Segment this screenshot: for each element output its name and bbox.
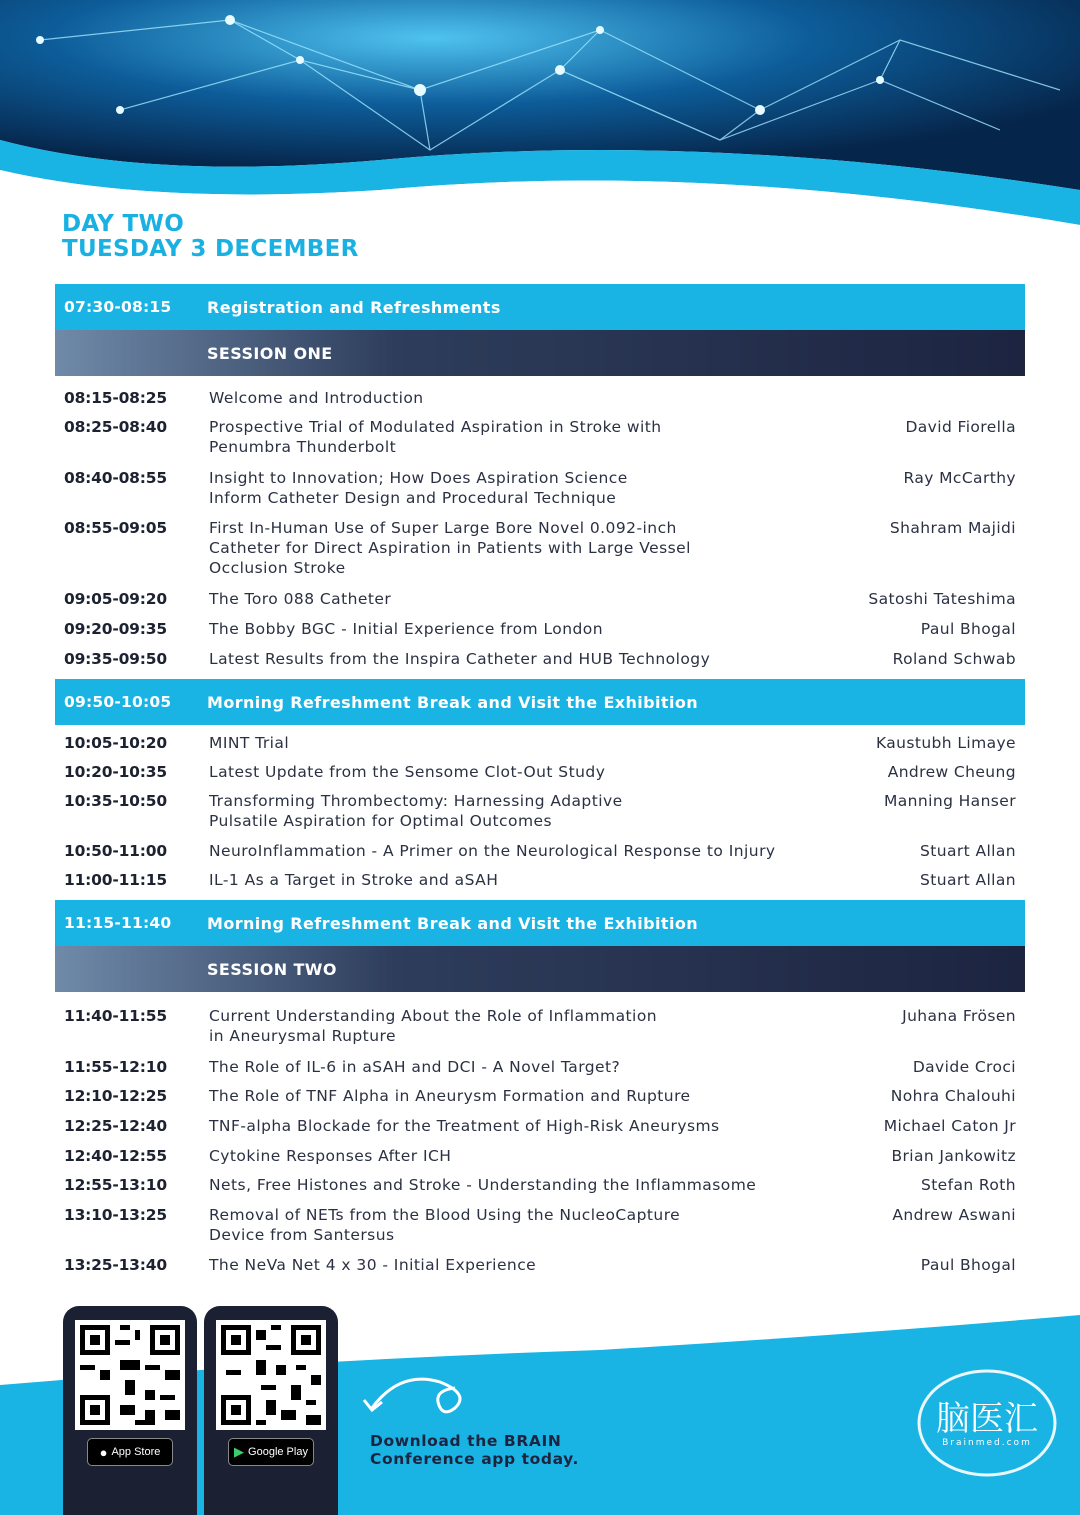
row-time: 11:00-11:15 bbox=[64, 871, 167, 889]
schedule-row bbox=[55, 1255, 1025, 1275]
row-title-line: in Aneurysmal Rupture bbox=[209, 1027, 396, 1045]
row-time: 09:05-09:20 bbox=[64, 590, 167, 608]
row-speaker: Davide Croci bbox=[912, 1058, 1016, 1076]
schedule-row bbox=[55, 468, 1025, 508]
schedule-row bbox=[55, 1146, 1025, 1166]
row-title-line: Nets, Free Histones and Stroke - Understanding the Inflammasome bbox=[209, 1176, 757, 1194]
break-two-time: 11:15-11:40 bbox=[64, 914, 172, 932]
header-banner bbox=[0, 0, 1080, 225]
qr-code-icon bbox=[216, 1320, 326, 1430]
google-play-label: Google Play bbox=[248, 1446, 308, 1458]
schedule-row bbox=[55, 791, 1025, 831]
row-title bbox=[209, 1116, 815, 1136]
google-play-badge[interactable] bbox=[228, 1438, 314, 1466]
schedule-row bbox=[55, 762, 1025, 782]
row-title bbox=[209, 791, 815, 831]
row-title-line: TNF-alpha Blockade for the Treatment of High-Risk Aneurysms bbox=[209, 1117, 720, 1135]
break-one-label: Morning Refreshment Break and Visit the Exhibition bbox=[207, 692, 699, 712]
row-time: 08:55-09:05 bbox=[64, 519, 167, 537]
row-title bbox=[209, 1175, 815, 1195]
cta-line-2: Conference app today. bbox=[370, 1450, 579, 1468]
row-title bbox=[209, 589, 815, 609]
row-title bbox=[209, 388, 815, 408]
row-title bbox=[209, 762, 815, 782]
row-speaker: Nohra Chalouhi bbox=[890, 1087, 1016, 1105]
row-title-line: Catheter for Direct Aspiration in Patients with Large Vessel bbox=[209, 539, 691, 557]
row-time: 11:55-12:10 bbox=[64, 1058, 167, 1076]
row-time: 13:10-13:25 bbox=[64, 1206, 167, 1224]
logo-text: 脑医汇 bbox=[936, 1399, 1038, 1439]
row-speaker: Ray McCarthy bbox=[903, 469, 1016, 487]
row-title-line: Pulsatile Aspiration for Optimal Outcomes bbox=[209, 812, 553, 830]
break-two-bar bbox=[55, 900, 1025, 946]
row-title bbox=[209, 1255, 815, 1275]
row-time: 12:10-12:25 bbox=[64, 1087, 167, 1105]
registration-time: 07:30-08:15 bbox=[64, 298, 172, 316]
row-title-line: The Toro 088 Catheter bbox=[209, 590, 392, 608]
logo-subtext: Brainmed.com bbox=[942, 1438, 1032, 1448]
row-time: 09:20-09:35 bbox=[64, 620, 167, 638]
row-title-line: Penumbra Thunderbolt bbox=[209, 438, 397, 456]
mid-session-items bbox=[55, 725, 1025, 890]
row-title bbox=[209, 733, 815, 753]
row-speaker bbox=[815, 388, 1025, 408]
row-speaker: Andrew Cheung bbox=[887, 763, 1016, 781]
row-title-line: NeuroInflammation - A Primer on the Neurological Response to Injury bbox=[209, 842, 776, 860]
cta-line-1: Download the BRAIN bbox=[370, 1432, 562, 1450]
row-title bbox=[209, 1205, 815, 1245]
row-time: 11:40-11:55 bbox=[64, 1007, 167, 1025]
row-title-line: MINT Trial bbox=[209, 734, 290, 752]
date-label: TUESDAY 3 DECEMBER bbox=[62, 236, 359, 262]
row-time: 12:25-12:40 bbox=[64, 1117, 167, 1135]
row-title bbox=[209, 841, 815, 861]
row-speaker: Andrew Aswani bbox=[892, 1206, 1016, 1224]
row-title-line: The Role of IL-6 in aSAH and DCI - A Novel Target? bbox=[209, 1058, 621, 1076]
row-title-line: Removal of NETs from the Blood Using the NucleoCapture bbox=[209, 1206, 681, 1224]
row-title bbox=[209, 417, 815, 457]
schedule-row bbox=[55, 619, 1025, 639]
row-time: 10:35-10:50 bbox=[64, 792, 167, 810]
row-title bbox=[209, 1006, 815, 1046]
row-time: 10:05-10:20 bbox=[64, 734, 167, 752]
schedule-row bbox=[55, 733, 1025, 753]
row-time: 09:35-09:50 bbox=[64, 650, 167, 668]
qr-code-icon bbox=[75, 1320, 185, 1430]
row-speaker: Juhana Frösen bbox=[902, 1007, 1016, 1025]
row-title-line: Cytokine Responses After ICH bbox=[209, 1147, 452, 1165]
app-store-qr-card[interactable] bbox=[63, 1306, 197, 1515]
session-two-bar bbox=[55, 946, 1025, 992]
row-time: 10:20-10:35 bbox=[64, 763, 167, 781]
row-speaker: Manning Hanser bbox=[884, 792, 1016, 810]
row-time: 08:15-08:25 bbox=[64, 389, 167, 407]
row-title-line: First In-Human Use of Super Large Bore Novel 0.092-inch bbox=[209, 519, 677, 537]
session-one-label: SESSION ONE bbox=[207, 343, 333, 363]
row-speaker: Satoshi Tateshima bbox=[868, 590, 1016, 608]
schedule-row bbox=[55, 1086, 1025, 1106]
row-time: 13:25-13:40 bbox=[64, 1256, 167, 1274]
schedule-row bbox=[55, 1006, 1025, 1046]
schedule-row bbox=[55, 417, 1025, 457]
schedule-row bbox=[55, 649, 1025, 669]
brain-network-illustration bbox=[0, 0, 1080, 225]
row-title-line: Latest Update from the Sensome Clot-Out Study bbox=[209, 763, 606, 781]
row-speaker: Stuart Allan bbox=[920, 842, 1016, 860]
break-one-time: 09:50-10:05 bbox=[64, 693, 172, 711]
row-title-line: Current Understanding About the Role of Inflammation bbox=[209, 1007, 658, 1025]
registration-label: Registration and Refreshments bbox=[207, 297, 501, 317]
row-title-line: The Role of TNF Alpha in Aneurysm Formation and Rupture bbox=[209, 1087, 691, 1105]
schedule-row bbox=[55, 870, 1025, 890]
row-speaker: Paul Bhogal bbox=[920, 620, 1016, 638]
schedule-row bbox=[55, 1057, 1025, 1077]
row-speaker: Shahram Majidi bbox=[889, 519, 1016, 537]
row-title-line: Inform Catheter Design and Procedural Technique bbox=[209, 489, 617, 507]
row-speaker: David Fiorella bbox=[905, 418, 1016, 436]
row-title bbox=[209, 619, 815, 639]
google-play-qr-code[interactable] bbox=[216, 1320, 326, 1430]
play-icon: ▶ bbox=[234, 1444, 245, 1459]
row-title bbox=[209, 1086, 815, 1106]
row-speaker: Stefan Roth bbox=[920, 1176, 1016, 1194]
app-download-cta bbox=[370, 1432, 579, 1468]
row-time: 12:40-12:55 bbox=[64, 1147, 167, 1165]
schedule-row bbox=[55, 841, 1025, 861]
app-store-label: App Store bbox=[111, 1446, 161, 1458]
row-title-line: IL-1 As a Target in Stroke and aSAH bbox=[209, 871, 499, 889]
row-speaker: Paul Bhogal bbox=[920, 1256, 1016, 1274]
schedule-row bbox=[55, 1116, 1025, 1136]
row-time: 08:40-08:55 bbox=[64, 469, 167, 487]
session-two-label: SESSION TWO bbox=[207, 959, 337, 979]
row-time: 12:55-13:10 bbox=[64, 1176, 167, 1194]
row-title bbox=[209, 1146, 815, 1166]
session-one-items bbox=[55, 376, 1025, 669]
schedule-row bbox=[55, 589, 1025, 609]
row-title-line: Occlusion Stroke bbox=[209, 559, 346, 577]
brainmed-logo bbox=[915, 1367, 1065, 1482]
row-title-line: The NeVa Net 4 x 30 - Initial Experience bbox=[209, 1256, 537, 1274]
row-speaker: Michael Caton Jr bbox=[883, 1117, 1016, 1135]
row-title bbox=[209, 649, 815, 669]
apple-icon: ● bbox=[99, 1444, 108, 1460]
row-title-line: Latest Results from the Inspira Catheter and HUB Technology bbox=[209, 650, 711, 668]
registration-bar bbox=[55, 284, 1025, 330]
row-speaker: Kaustubh Limaye bbox=[875, 734, 1016, 752]
day-label: DAY TWO bbox=[62, 211, 185, 237]
break-one-bar bbox=[55, 679, 1025, 725]
row-title bbox=[209, 870, 815, 890]
google-play-qr-card[interactable] bbox=[204, 1306, 338, 1515]
row-title-line: Device from Santersus bbox=[209, 1226, 395, 1244]
break-two-label: Morning Refreshment Break and Visit the Exhibition bbox=[207, 913, 699, 933]
row-title-line: Insight to Innovation; How Does Aspiration Science bbox=[209, 469, 628, 487]
day-heading bbox=[62, 212, 359, 262]
schedule-row bbox=[55, 1205, 1025, 1245]
row-time: 08:25-08:40 bbox=[64, 418, 167, 436]
schedule-row bbox=[55, 518, 1025, 578]
session-two-items bbox=[55, 992, 1025, 1275]
row-title-line: Transforming Thrombectomy: Harnessing Adaptive bbox=[209, 792, 623, 810]
row-speaker: Roland Schwab bbox=[892, 650, 1016, 668]
app-store-badge[interactable] bbox=[87, 1438, 173, 1466]
schedule-row bbox=[55, 388, 1025, 408]
row-title-line: Welcome and Introduction bbox=[209, 389, 424, 407]
row-title-line: The Bobby BGC - Initial Experience from London bbox=[209, 620, 603, 638]
schedule-table bbox=[55, 284, 1025, 1285]
row-time: 10:50-11:00 bbox=[64, 842, 167, 860]
row-title bbox=[209, 518, 815, 578]
row-title bbox=[209, 468, 815, 508]
app-store-qr-code[interactable] bbox=[75, 1320, 185, 1430]
curved-arrow-icon bbox=[360, 1370, 480, 1430]
row-title-line: Prospective Trial of Modulated Aspiration in Stroke with bbox=[209, 418, 662, 436]
schedule-row bbox=[55, 1175, 1025, 1195]
session-one-bar bbox=[55, 330, 1025, 376]
row-speaker: Brian Jankowitz bbox=[891, 1147, 1016, 1165]
row-title bbox=[209, 1057, 815, 1077]
row-speaker: Stuart Allan bbox=[920, 871, 1016, 889]
